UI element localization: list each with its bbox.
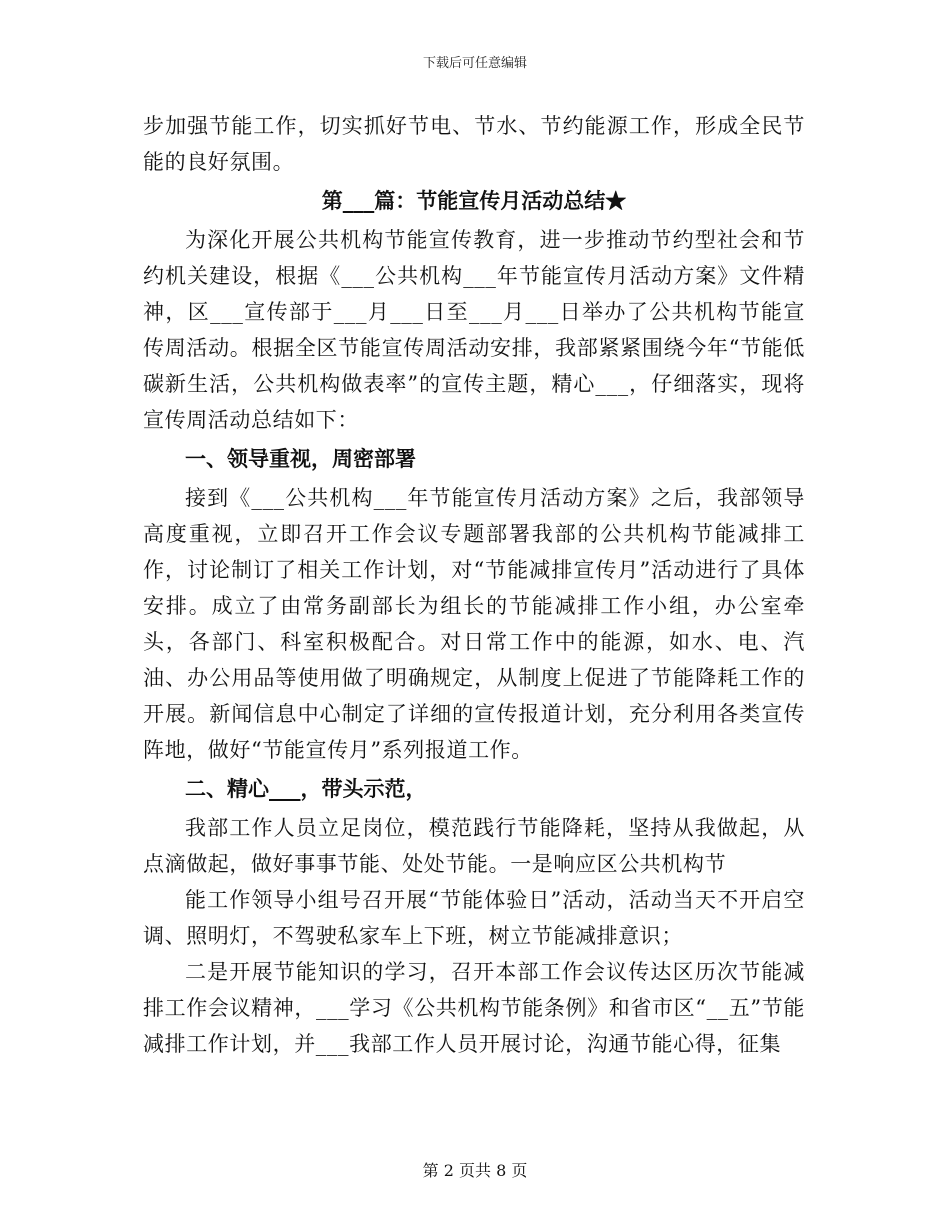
paragraph-intro: 为深化开展公共机构节能宣传教育，进一步推动节约型社会和节约机关建设，根据《___公共机构___年节能宣传月活动方案》文件精神，区___宣传部于___月___日至___月___日举办了公共机构节能宣传周活动。根据全区节能宣传周活动安排，我部紧紧围绕今年“节能低碳新生活，公共机构做表率”的宣传主题，精心___，仔细落实，现将宣传周活动总结如下： [143, 228, 805, 432]
paragraph-continuation: 步加强节能工作，切实抓好节电、节水、节约能源工作，形成全民节能的良好氛围。 [143, 114, 805, 174]
section-title: 第___篇：节能宣传月活动总结★ [321, 188, 627, 213]
page-header: 下载后可任意编辑 [422, 56, 527, 71]
paragraph-study: 二是开展节能知识的学习，召开本部工作会议传达区历次节能减排工作会议精神，___学习《公共机构节能条例》和省市区“__五”节能减排工作计划，并___我部工作人员开展讨论，沟通节能心得，征集 [143, 960, 805, 1056]
heading-one: 一、领导重视，周密部署 [185, 446, 416, 471]
paragraph-leadership: 接到《___公共机构___年节能宣传月活动方案》之后，我部领导高度重视，立即召开工作会议专题部署我部的公共机构节能减排工作，讨论制订了相关工作计划，对“节能减排宣传月”活动进行了具体安排。成立了由常务副部长为组长的节能减排工作小组，办公室牵头，各部门、科室积极配合。对日常工作中的能源，如水、电、汽油、办公用品等使用做了明确规定，从制度上促进了节能降耗工作的开展。新闻信息中心制定了详细的宣传报道计划，充分利用各类宣传阵地，做好“节能宣传月”系列报道工作。 [143, 486, 805, 762]
paragraph-experience-day: 能工作领导小组号召开展“节能体验日”活动，活动当天不开启空调、照明灯，不驾驶私家车上下班，树立节能减排意识； [143, 888, 805, 948]
paragraph-staff: 我部工作人员立足岗位，模范践行节能降耗，坚持从我做起，从点滴做起，做好事事节能、处处节能。一是响应区公共机构节 [143, 816, 805, 876]
page-footer: 第 2 页共 8 页 [422, 1161, 528, 1180]
heading-two: 二、精心___，带头示范， [185, 776, 427, 801]
document-body [143, 108, 805, 1062]
